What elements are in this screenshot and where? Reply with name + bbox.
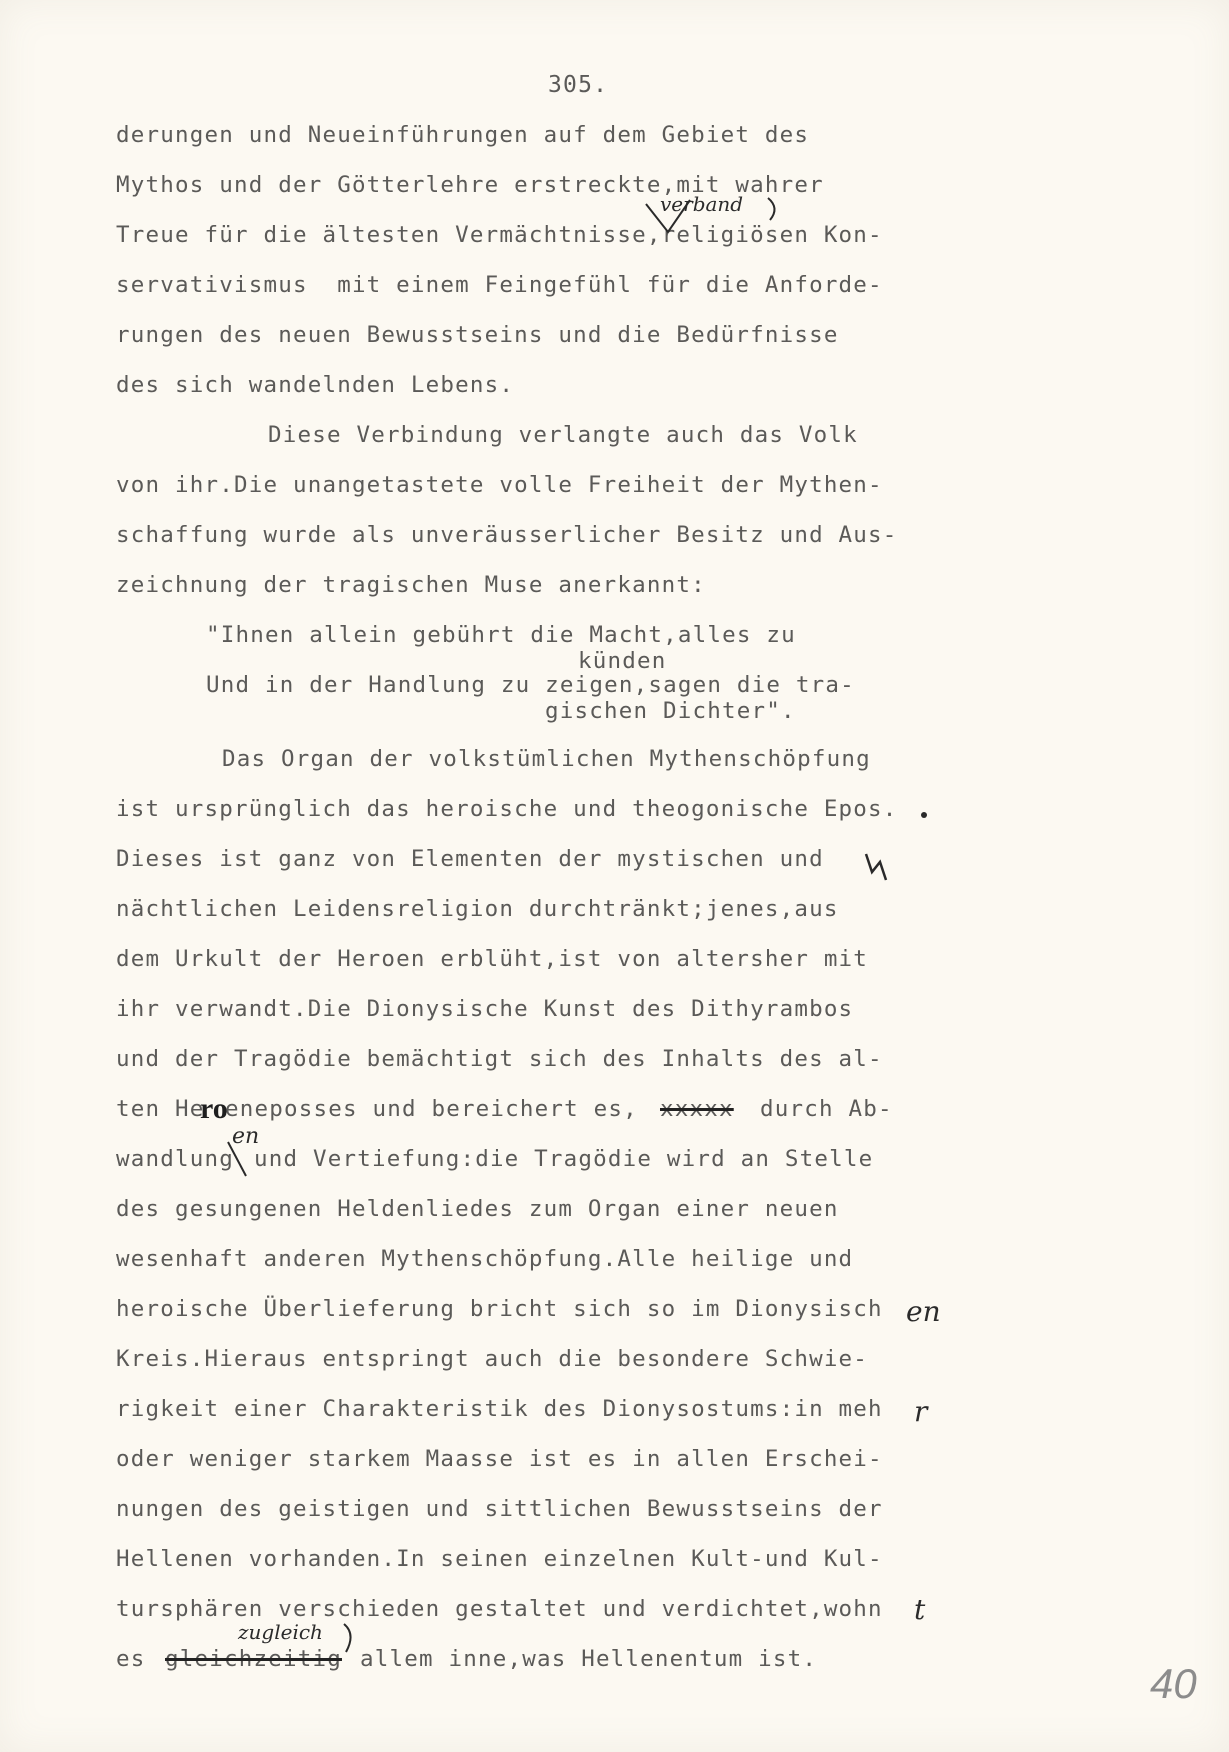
insertion-tick (344, 1624, 351, 1652)
text-line: dem Urkult der Heroen erblüht,ist von altersher mit (116, 946, 869, 972)
text-line: heroische Überlieferung bricht sich so im Dionysisch (116, 1296, 883, 1322)
struck-word: xxxxx (660, 1096, 734, 1122)
text-line: Hellenen vorhanden.In seinen einzelnen Kult-und Kul- (116, 1546, 883, 1572)
text-line: servativismus mit einem Feingefühl für die Anforde- (116, 272, 883, 298)
text-line: nungen des geistigen und sittlichen Bewusstseins der (116, 1496, 883, 1522)
handwritten-verband: verband (660, 192, 744, 216)
text-line: ten He (116, 1096, 205, 1122)
struck-word: gleichzeitig (165, 1646, 342, 1672)
text-line: und Vertiefung:die Tragödie wird an Stelle (254, 1146, 874, 1172)
text-line: derungen und Neueinführungen auf dem Gebiet des (116, 122, 810, 148)
text-line: ist ursprünglich das heroische und theogonische Epos. (116, 796, 898, 822)
text-line: eneposses und bereichert es, (225, 1096, 638, 1122)
handwritten-en: en (906, 1295, 941, 1328)
text-line: zeichnung der tragischen Muse anerkannt: (116, 572, 706, 598)
text-line: oder weniger starkem Maasse ist es in allen Erschei- (116, 1446, 883, 1472)
text-line: Diese Verbindung verlangte auch das Volk (268, 422, 858, 448)
text-line: rungen des neuen Bewusstseins und die Bedürfnisse (116, 322, 839, 348)
handwritten-t: t (914, 1593, 926, 1626)
text-line: schaffung wurde als unveräusserlicher Besitz und Aus- (116, 522, 898, 548)
text-line: wandlung (116, 1146, 234, 1172)
text-line: von ihr.Die unangetastete volle Freiheit der Mythen- (116, 472, 883, 498)
text-line: ihr verwandt.Die Dionysische Kunst des Dithyrambos (116, 996, 854, 1022)
text-line: Treue für die ältesten Vermächtnisse,religiösen Kon- (116, 222, 883, 248)
quote-line: künden (578, 648, 667, 674)
correction-mark (866, 854, 886, 880)
quote-line: gischen Dichter". (545, 698, 796, 724)
text-line: Das Organ der volkstümlichen Mythenschöpfung (222, 746, 871, 772)
text-line: und der Tragödie bemächtigt sich des Inhalts des al- (116, 1046, 883, 1072)
text-line: es (116, 1646, 146, 1672)
text-line: Kreis.Hieraus entspringt auch die besondere Schwie- (116, 1346, 869, 1372)
page-number: 305. (548, 72, 609, 98)
handwritten-correction-ro: ro (200, 1092, 228, 1125)
text-line: tursphären verschieden gestaltet und verdichtet,wohn (116, 1596, 883, 1622)
text-line: wesenhaft anderen Mythenschöpfung.Alle heilige und (116, 1246, 854, 1272)
text-line: durch Ab- (760, 1096, 893, 1122)
handwritten-zugleich: zugleich (238, 1620, 323, 1644)
text-line: des gesungenen Heldenliedes zum Organ einer neuen (116, 1196, 839, 1222)
bracket-mark (768, 198, 775, 220)
text-line: nächtlichen Leidensreligion durchtränkt;jenes,aus (116, 896, 839, 922)
handwritten-r: r (914, 1395, 928, 1428)
text-line: des sich wandelnden Lebens. (116, 372, 515, 398)
period-mark (921, 812, 927, 818)
text-line: allem inne,was Hellenentum ist. (360, 1646, 818, 1672)
quote-line: "Ihnen allein gebührt die Macht,alles zu (206, 622, 796, 648)
text-line: Mythos und der Götterlehre erstreckte,mit wahrer (116, 172, 824, 198)
handwritten-en: en (232, 1124, 260, 1149)
text-line: Dieses ist ganz von Elementen der mystischen und (116, 846, 824, 872)
corner-page-number: 40 (1150, 1660, 1197, 1707)
quote-line: Und in der Handlung zu zeigen,sagen die tra- (206, 672, 855, 698)
text-line: rigkeit einer Charakteristik des Dionysostums:in meh (116, 1396, 883, 1422)
